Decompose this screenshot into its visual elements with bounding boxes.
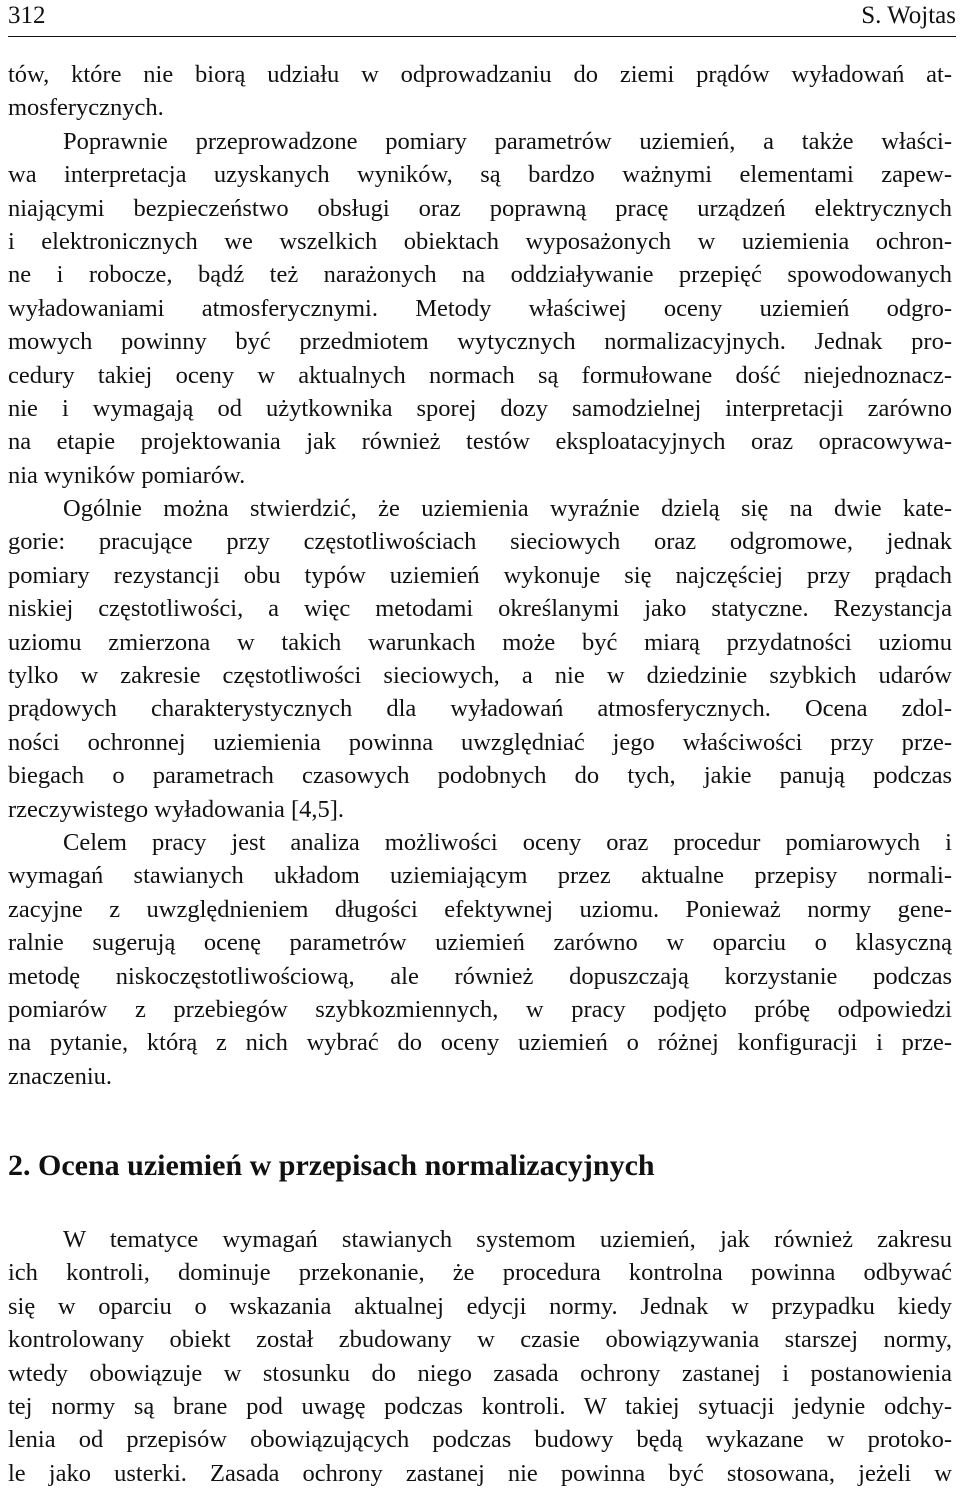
- text-line: się w oparciu o wskazania aktualnej edycji normy. Jednak w przypadku kiedy: [8, 1292, 952, 1320]
- text-line: ności ochronnej uziemienia powinna uwzględniać jego właściwości przy prze-: [8, 728, 952, 756]
- text-line: pomiary rezystancji obu typów uziemień wykonuje się najczęściej przy prądach: [8, 561, 952, 589]
- text-line: tów, które nie biorą udziału w odprowadzaniu do ziemi prądów wyładowań at-: [8, 61, 952, 88]
- text-line: mosferycznych.: [8, 94, 164, 122]
- running-header: [8, 0, 956, 37]
- text-line: prądowych charakterystycznych dla wyładowań atmosferycznych. Ocena zdol-: [8, 695, 952, 723]
- text-line: zacyjne z uwzględnieniem długości efektywnej uziomu. Ponieważ normy gene-: [8, 895, 952, 923]
- text-line: kontrolowany obiekt został zbudowany w czasie obowiązywania starszej normy,: [8, 1326, 952, 1354]
- text-line: le jako usterki. Zasada ochrony zastanej nie powinna być stosowana, jeżeli w: [8, 1459, 952, 1487]
- text-line: gorie: pracujące przy częstotliwościach sieciowych oraz odgromowe, jednak: [8, 528, 952, 556]
- text-line: tylko w zakresie częstotliwości sieciowych, a nie w dziedzinie szybkich udarów: [8, 662, 952, 690]
- page-number: 312: [8, 2, 46, 29]
- text-line: lenia od przepisów obowiązujących podczas budowy będą wykazane w protoko-: [8, 1426, 952, 1454]
- running-author: S. Wojtas: [861, 2, 956, 29]
- text-line: wymagań stawianych układom uziemiającym przez aktualne przepisy normali-: [8, 862, 952, 890]
- text-line: na etapie projektowania jak również testów eksploatacyjnych oraz opracowywa-: [8, 428, 952, 456]
- text-line: nia wyników pomiarów.: [8, 461, 246, 489]
- text-line: Ogólnie można stwierdzić, że uziemienia wyraźnie dzielą się na dwie kate-: [63, 495, 952, 523]
- text-line: mowych powinny być przedmiotem wytycznych normalizacyjnych. Jednak pro-: [8, 328, 952, 356]
- text-line: znaczeniu.: [8, 1062, 113, 1090]
- text-line: biegach o parametrach czasowych podobnych do tych, jakie panują podczas: [8, 762, 952, 790]
- text-line: ne i robocze, bądź też narażonych na oddziaływanie przepięć spowodowanych: [8, 261, 952, 289]
- text-line: rzeczywistego wyładowania [4,5].: [8, 795, 345, 823]
- text-line: metodę niskoczęstotliwościową, ale również dopuszczają korzystanie podczas: [8, 962, 952, 990]
- text-line: nie i wymagają od użytkownika sporej dozy samodzielnej interpretacji zarówno: [8, 394, 952, 422]
- text-line: cedury takiej oceny w aktualnych normach są formułowane dość niejednoznacz-: [8, 361, 952, 389]
- text-line: pomiarów z przebiegów szybkozmiennych, w pracy podjęto próbę odpowiedzi: [8, 995, 952, 1023]
- text-line: wtedy obowiązuje w stosunku do niego zasada ochrony zastanej i postanowienia: [8, 1359, 952, 1387]
- section-heading: 2. Ocena uziemień w przepisach normalizacyjnych: [8, 1149, 655, 1182]
- body-text-block-1: [8, 58, 952, 1093]
- body-text-block-2: [8, 1223, 952, 1490]
- text-line: ich kontroli, dominuje przekonanie, że procedura kontrolna powinna odbywać: [8, 1259, 952, 1287]
- text-line: na pytanie, którą z nich wybrać do oceny uziemień o różnej konfiguracji i prze-: [8, 1029, 952, 1057]
- text-line: niskiej częstotliwości, a więc metodami określanymi jako statyczne. Rezystancja: [8, 595, 952, 623]
- text-line: Celem pracy jest analiza możliwości oceny oraz procedur pomiarowych i: [63, 828, 952, 856]
- text-line: niającymi bezpieczeństwo obsługi oraz poprawną pracę urządzeń elektrycznych: [8, 194, 952, 222]
- text-line: wyładowaniami atmosferycznymi. Metody właściwej oceny uziemień odgro-: [8, 294, 952, 322]
- text-line: wa interpretacja uzyskanych wyników, są bardzo ważnymi elementami zapew-: [8, 161, 952, 189]
- text-line: tej normy są brane pod uwagę podczas kontroli. W takiej sytuacji jedynie odchy-: [8, 1392, 952, 1420]
- text-line: uziomu zmierzona w takich warunkach może być miarą przydatności uziomu: [8, 628, 952, 656]
- text-line: W tematyce wymagań stawianych systemom uziemień, jak również zakresu: [63, 1226, 952, 1253]
- text-line: Poprawnie przeprowadzone pomiary parametrów uziemień, a także właści-: [63, 127, 952, 155]
- text-line: i elektronicznych we wszelkich obiektach wyposażonych w uziemienia ochron-: [8, 227, 952, 255]
- text-line: ralnie sugerują ocenę parametrów uziemień zarówno w oparciu o klasyczną: [8, 929, 952, 957]
